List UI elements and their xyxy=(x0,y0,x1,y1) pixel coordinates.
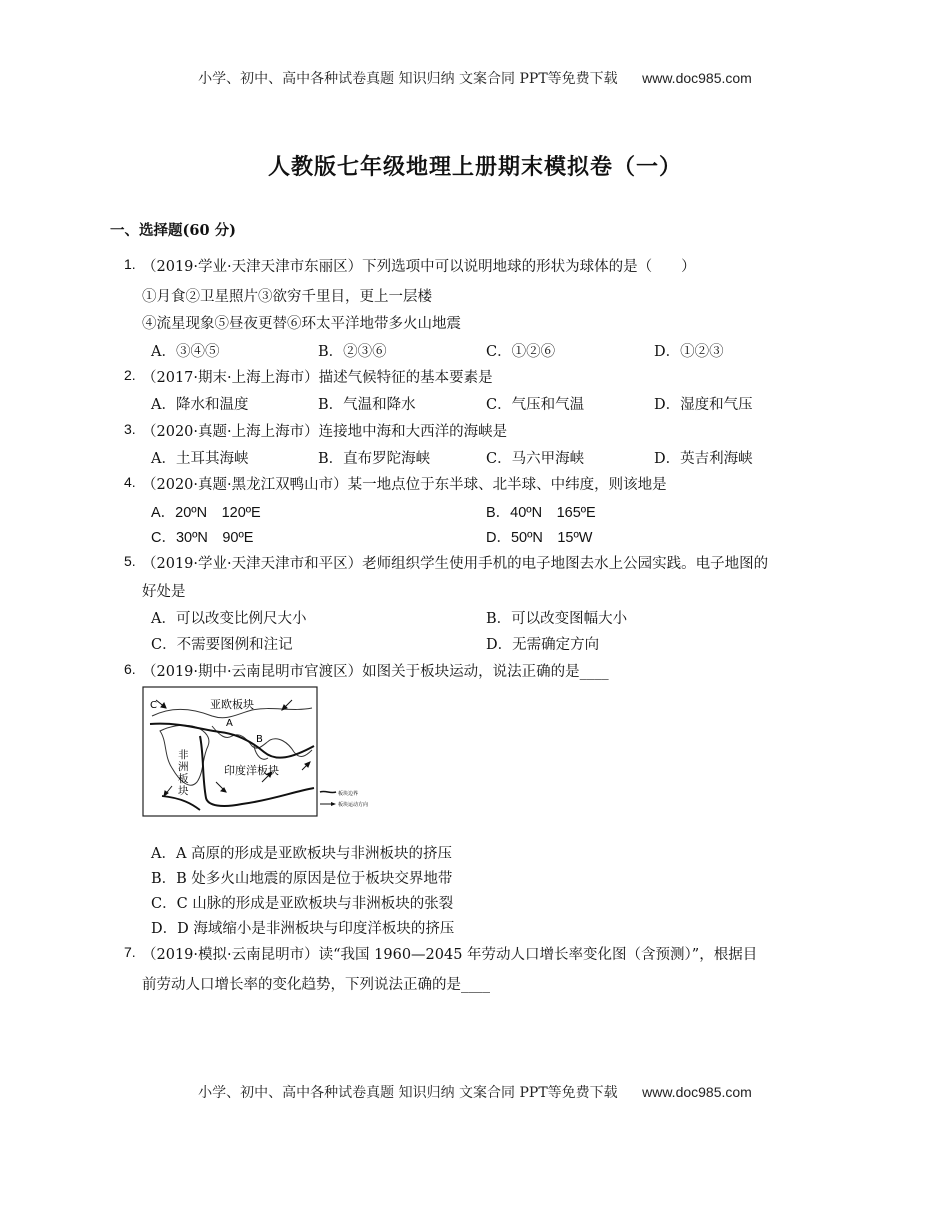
option-c[interactable]: C．C 山脉的形成是亚欧板块与非洲板块的张裂 xyxy=(151,896,454,912)
question-line: ①月食②卫星照片③欲穷千里目，更上一层楼 xyxy=(142,289,432,305)
question-stem: （2019·学业·天津天津市和平区）老师组织学生使用手机的电子地图去水上公园实践。电子地图的 xyxy=(142,556,769,572)
label-b: B xyxy=(256,734,263,745)
option-b[interactable]: B．②③⑥ xyxy=(318,344,387,360)
option-d[interactable]: D．①②③ xyxy=(654,344,724,360)
question-line: ④流星现象⑤昼夜更替⑥环太平洋地带多火山地震 xyxy=(142,316,461,332)
header-text: 小学、初中、高中各种试卷真题 知识归纳 文案合同 PPT等免费下载 xyxy=(198,71,618,87)
legend-motion-label: 板块运动方向 xyxy=(338,802,369,808)
label-eurasian-plate: 亚欧板块 xyxy=(210,698,254,711)
question-number: 6. xyxy=(124,661,136,677)
page-header xyxy=(0,68,950,88)
option-a[interactable]: A．20ºN 120ºE xyxy=(151,505,261,521)
option-b[interactable]: B．直布罗陀海峡 xyxy=(318,451,431,467)
question-number: 5. xyxy=(124,553,136,569)
option-b[interactable]: B．40ºN 165ºE xyxy=(486,505,596,521)
option-a[interactable]: A．可以改变比例尺大小 xyxy=(151,611,307,627)
option-c[interactable]: C．马六甲海峡 xyxy=(486,451,585,467)
question-stem: （2019·学业·天津天津市东丽区）下列选项中可以说明地球的形状为球体的是（ ） xyxy=(142,259,696,275)
option-b[interactable]: B．气温和降水 xyxy=(318,397,416,413)
question-stem: （2020·真题·上海上海市）连接地中海和大西洋的海峡是 xyxy=(142,424,508,440)
option-b[interactable]: B．B 处多火山地震的原因是位于板块交界地带 xyxy=(151,871,453,887)
option-d[interactable]: D．英吉利海峡 xyxy=(654,451,753,467)
footer-url[interactable]: www.doc985.com xyxy=(642,1084,752,1100)
legend-boundary-label: 板块边界 xyxy=(338,791,359,797)
option-c[interactable]: C．①②⑥ xyxy=(486,344,556,360)
label-african-plate-1: 非 xyxy=(178,749,189,761)
legend-boundary-symbol xyxy=(320,791,336,792)
option-c[interactable]: C．30ºN 90ºE xyxy=(151,530,254,546)
option-a[interactable]: A．降水和温度 xyxy=(151,397,249,413)
page-footer xyxy=(0,1082,950,1102)
option-d[interactable]: D．50ºN 15ºW xyxy=(486,530,593,546)
label-a: A xyxy=(226,718,233,729)
question-stem: （2019·期中·云南昆明市官渡区）如图关于板块运动，说法正确的是____ xyxy=(142,664,609,680)
option-d[interactable]: D．D 海域缩小是非洲板块与印度洋板块的挤压 xyxy=(151,921,455,937)
question-stem: （2017·期末·上海上海市）描述气候特征的基本要素是 xyxy=(142,370,493,386)
option-a[interactable]: A．土耳其海峡 xyxy=(151,451,249,467)
option-c[interactable]: C．气压和气温 xyxy=(486,397,585,413)
question-stem: （2020·真题·黑龙江双鸭山市）某一地点位于东半球、北半球、中纬度，则该地是 xyxy=(142,477,667,493)
option-a[interactable]: A．A 高原的形成是亚欧板块与非洲板块的挤压 xyxy=(151,846,453,862)
option-d[interactable]: D．湿度和气压 xyxy=(654,397,753,413)
label-african-plate-2: 洲 xyxy=(178,761,189,773)
question-stem-cont: 前劳动人口增长率的变化趋势，下列说法正确的是____ xyxy=(142,977,490,993)
legend-motion-arrowhead xyxy=(331,802,336,806)
question-number: 3. xyxy=(124,421,136,437)
question-number: 4. xyxy=(124,474,136,490)
footer-text: 小学、初中、高中各种试卷真题 知识归纳 文案合同 PPT等免费下载 xyxy=(198,1085,618,1101)
label-c: C xyxy=(150,700,157,711)
option-c[interactable]: C．不需要图例和注记 xyxy=(151,637,293,653)
page-title: 人教版七年级地理上册期末模拟卷（一） xyxy=(267,154,682,180)
option-a[interactable]: A．③④⑤ xyxy=(151,344,220,360)
option-d[interactable]: D．无需确定方向 xyxy=(486,637,600,653)
plate-tectonics-map xyxy=(142,686,372,818)
label-african-plate-3: 板 xyxy=(178,773,189,785)
section-heading: 一、选择题(60 分) xyxy=(110,222,236,239)
question-number: 1. xyxy=(124,256,136,272)
question-stem: （2019·模拟·云南昆明市）读“我国 1960—2045 年劳动人口增长率变化图（含预测）”，根据目 xyxy=(142,947,758,963)
label-indian-ocean-plate: 印度洋板块 xyxy=(224,764,279,777)
question-stem-cont: 好处是 xyxy=(142,584,186,600)
option-b[interactable]: B．可以改变图幅大小 xyxy=(486,611,628,627)
header-url[interactable]: www.doc985.com xyxy=(642,70,752,86)
label-african-plate-4: 块 xyxy=(178,785,189,797)
question-number: 7. xyxy=(124,944,136,960)
question-number: 2. xyxy=(124,367,136,383)
